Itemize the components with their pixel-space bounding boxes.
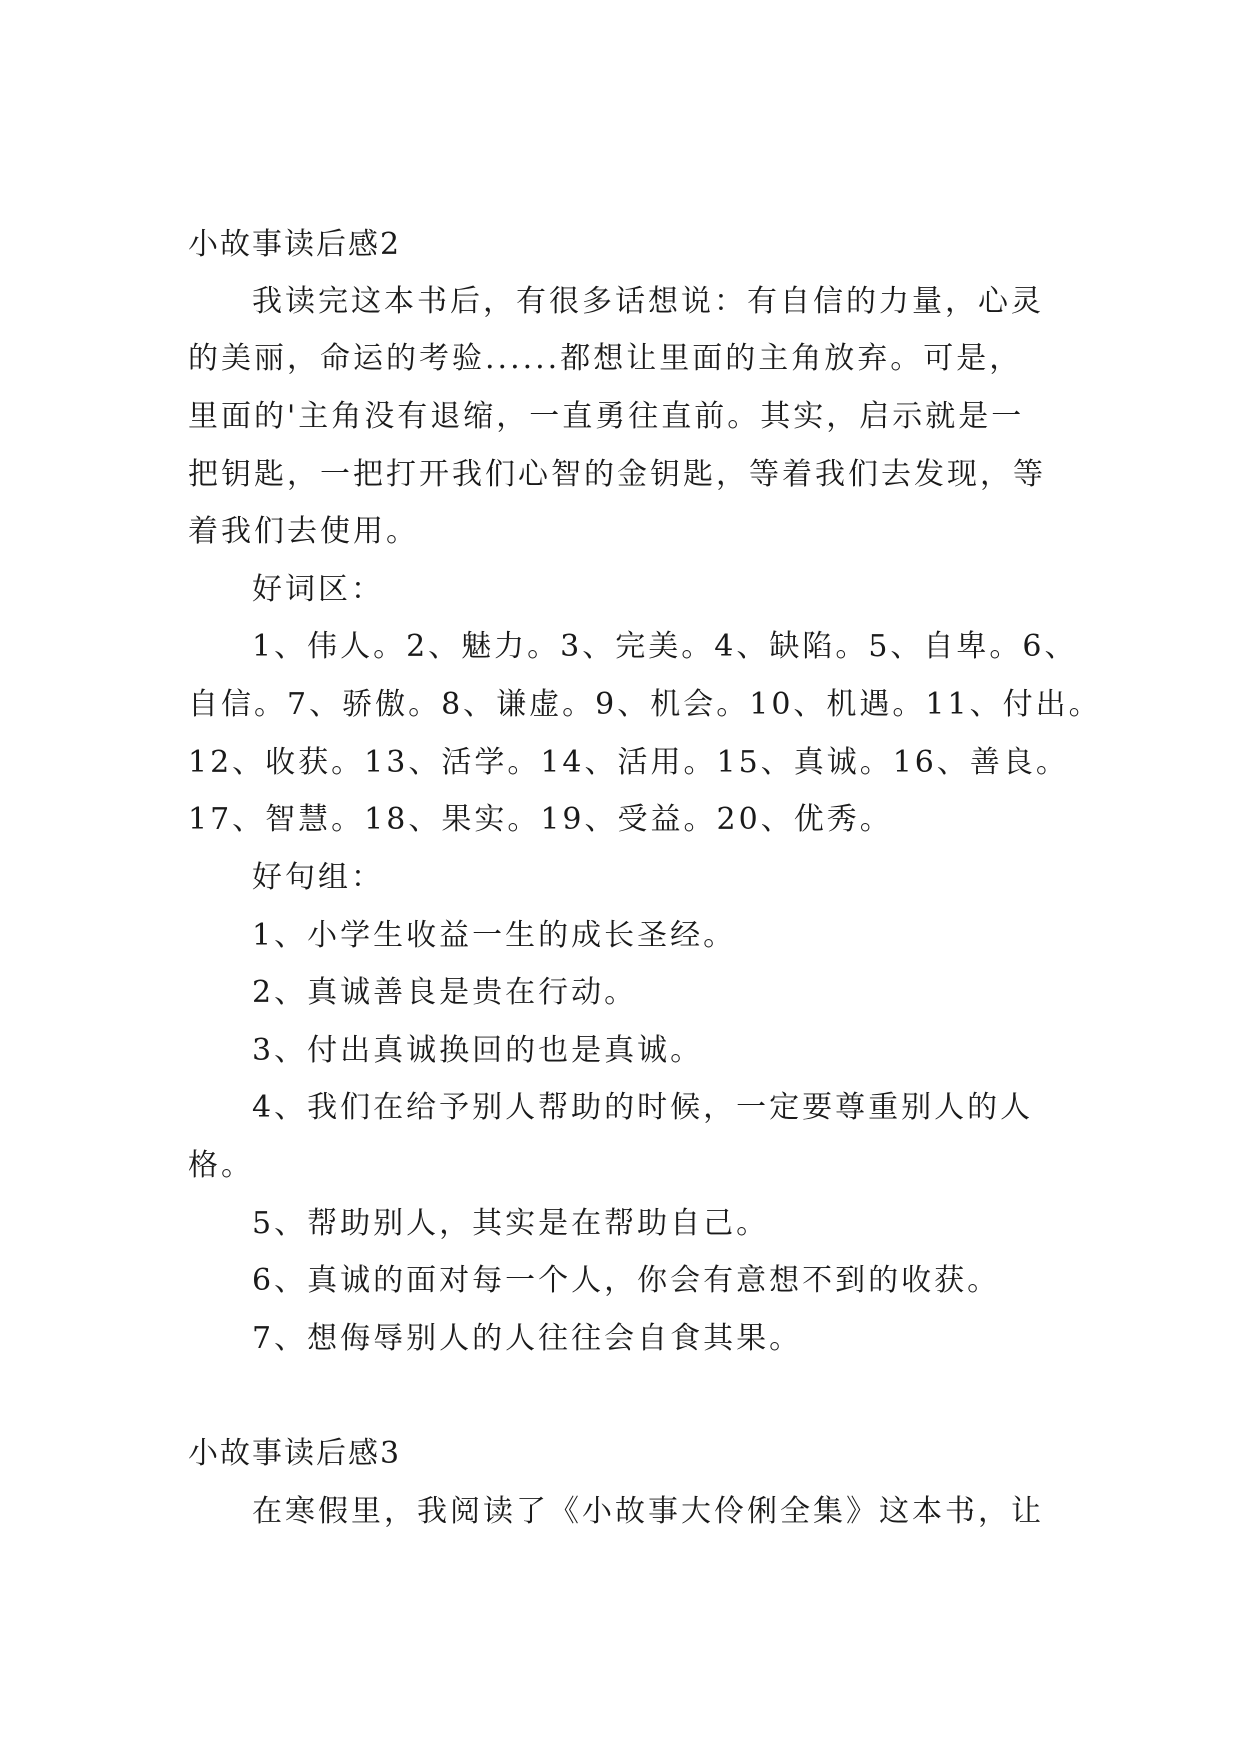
sentence-item: 4、我们在给予别人帮助的时候，一定要尊重别人的人 xyxy=(252,1090,1034,1125)
good-words-line: 1、伟人。2、魅力。3、完美。4、缺陷。5、自卑。6、 xyxy=(252,629,1078,664)
sentence-item: 5、帮助别人，其实是在帮助自己。 xyxy=(252,1206,770,1241)
section-3-title: 小故事读后感3 xyxy=(188,1436,402,1471)
sentence-item: 1、小学生收益一生的成长圣经。 xyxy=(252,918,737,953)
sentence-item: 2、真诚善良是贵在行动。 xyxy=(252,975,638,1010)
good-sentences-heading: 好句组： xyxy=(252,860,384,895)
sentence-item: 3、付出真诚换回的也是真诚。 xyxy=(252,1033,704,1068)
paragraph-line: 在寒假里，我阅读了《小故事大伶俐全集》这本书，让 xyxy=(252,1494,1044,1529)
good-words-line: 12、收获。13、活学。14、活用。15、真诚。16、善良。 xyxy=(188,745,1069,780)
paragraph-line: 把钥匙，一把打开我们心智的金钥匙，等着我们去发现，等 xyxy=(188,457,1046,492)
section-2-title: 小故事读后感2 xyxy=(188,227,402,262)
good-words-heading: 好词区： xyxy=(252,572,384,607)
good-words-line: 自信。7、骄傲。8、谦虚。9、机会。10、机遇。11、付出。 xyxy=(188,687,1102,722)
sentence-item: 6、真诚的面对每一个人，你会有意想不到的收获。 xyxy=(252,1263,1001,1298)
paragraph-line: 我读完这本书后，有很多话想说：有自信的力量，心灵 xyxy=(252,284,1044,319)
sentence-item-continuation: 格。 xyxy=(188,1148,254,1183)
paragraph-line: 着我们去使用。 xyxy=(188,514,419,549)
sentence-item: 7、想侮辱别人的人往往会自食其果。 xyxy=(252,1321,803,1356)
good-words-line: 17、智慧。18、果实。19、受益。20、优秀。 xyxy=(188,802,893,837)
paragraph-line: 的美丽，命运的考验......都想让里面的主角放弃。可是， xyxy=(188,341,1023,376)
paragraph-line: 里面的'主角没有退缩，一直勇往直前。其实，启示就是一 xyxy=(188,399,1025,434)
